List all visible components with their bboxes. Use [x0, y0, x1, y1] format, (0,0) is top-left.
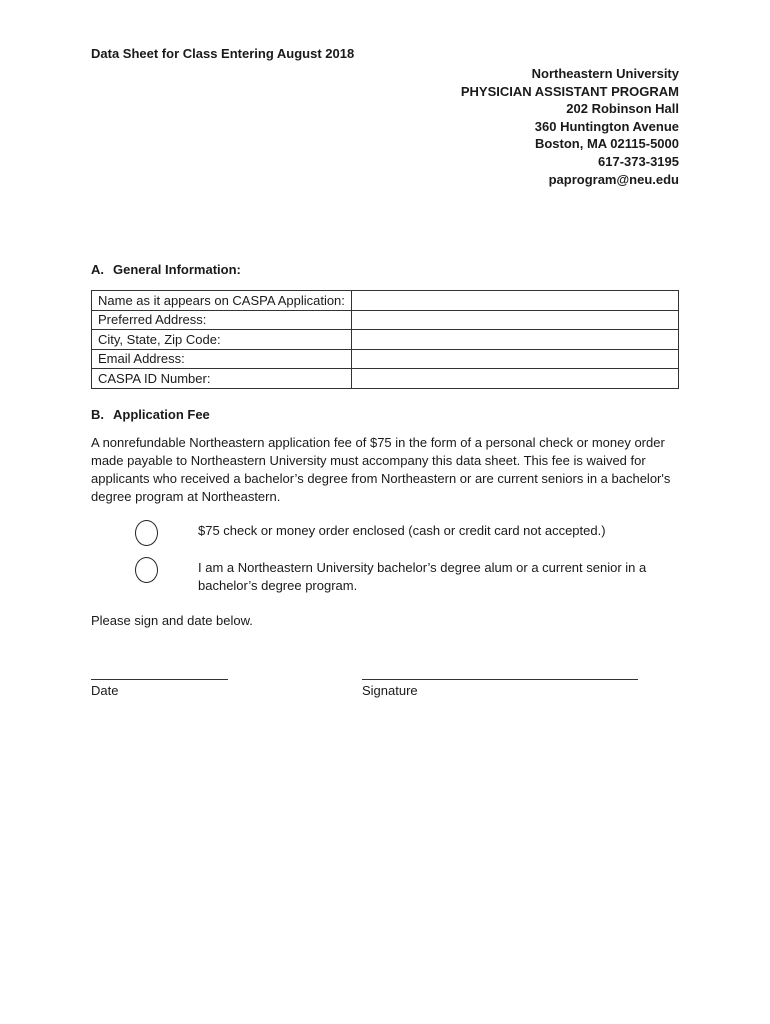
city-state-zip-field[interactable]	[351, 330, 678, 350]
fee-option-check	[135, 520, 655, 556]
address-line-city: Boston, MA 02115-5000	[534, 136, 679, 152]
date-label: Date	[91, 683, 119, 698]
section-b-title: Application Fee	[113, 407, 210, 422]
sign-instruction: Please sign and date below.	[91, 613, 253, 628]
table-row	[92, 349, 679, 369]
signature-label: Signature	[362, 683, 418, 698]
table-row	[92, 330, 679, 350]
address-line-phone: 617-373-3195	[598, 153, 679, 169]
signature-line[interactable]	[362, 679, 638, 680]
table-row	[92, 291, 679, 311]
email-label: Email Address:	[92, 349, 352, 369]
city-state-zip-label: City, State, Zip Code:	[92, 330, 352, 350]
caspa-id-label: CASPA ID Number:	[92, 369, 352, 389]
address-line-university: Northeastern University	[531, 66, 679, 81]
name-field[interactable]	[351, 291, 678, 311]
address-block	[461, 65, 679, 188]
address-field[interactable]	[351, 310, 678, 330]
date-line[interactable]	[91, 679, 228, 680]
general-info-table	[91, 290, 679, 389]
check-enclosed-label: $75 check or money order enclosed (cash or credit card not accepted.)	[198, 523, 606, 538]
caspa-id-field[interactable]	[351, 369, 678, 389]
fee-option-alum	[135, 557, 655, 593]
section-a-heading	[91, 262, 241, 277]
table-row	[92, 310, 679, 330]
section-a-title: General Information:	[113, 262, 241, 277]
section-b-letter: B.	[91, 407, 104, 422]
address-label: Preferred Address:	[92, 310, 352, 330]
document-title: Data Sheet for Class Entering August 2018	[91, 46, 355, 61]
email-field[interactable]	[351, 349, 678, 369]
fee-paragraph: A nonrefundable Northeastern application fee of $75 in the form of a personal check or money order made payable to Northeastern University must accompany this data sheet. This fee is waived for applicants who received a bachelor’s degree from Northeastern or are current seniors in a bachelor's degree program at Northeastern.	[91, 435, 671, 504]
name-label: Name as it appears on CASPA Application:	[92, 291, 352, 311]
alum-waiver-radio[interactable]	[135, 557, 158, 583]
table-row	[92, 369, 679, 389]
address-line-program: PHYSICIAN ASSISTANT PROGRAM	[460, 83, 679, 99]
address-line-hall: 202 Robinson Hall	[566, 101, 679, 117]
address-line-email: paprogram@neu.edu	[548, 171, 679, 187]
check-enclosed-radio[interactable]	[135, 520, 158, 546]
section-a-letter: A.	[91, 262, 104, 277]
alum-waiver-label: I am a Northeastern University bachelor’s degree alum or a current senior in a bachelor’s degree program.	[198, 560, 647, 593]
section-b-heading	[91, 407, 210, 422]
address-line-street: 360 Huntington Avenue	[534, 118, 679, 134]
